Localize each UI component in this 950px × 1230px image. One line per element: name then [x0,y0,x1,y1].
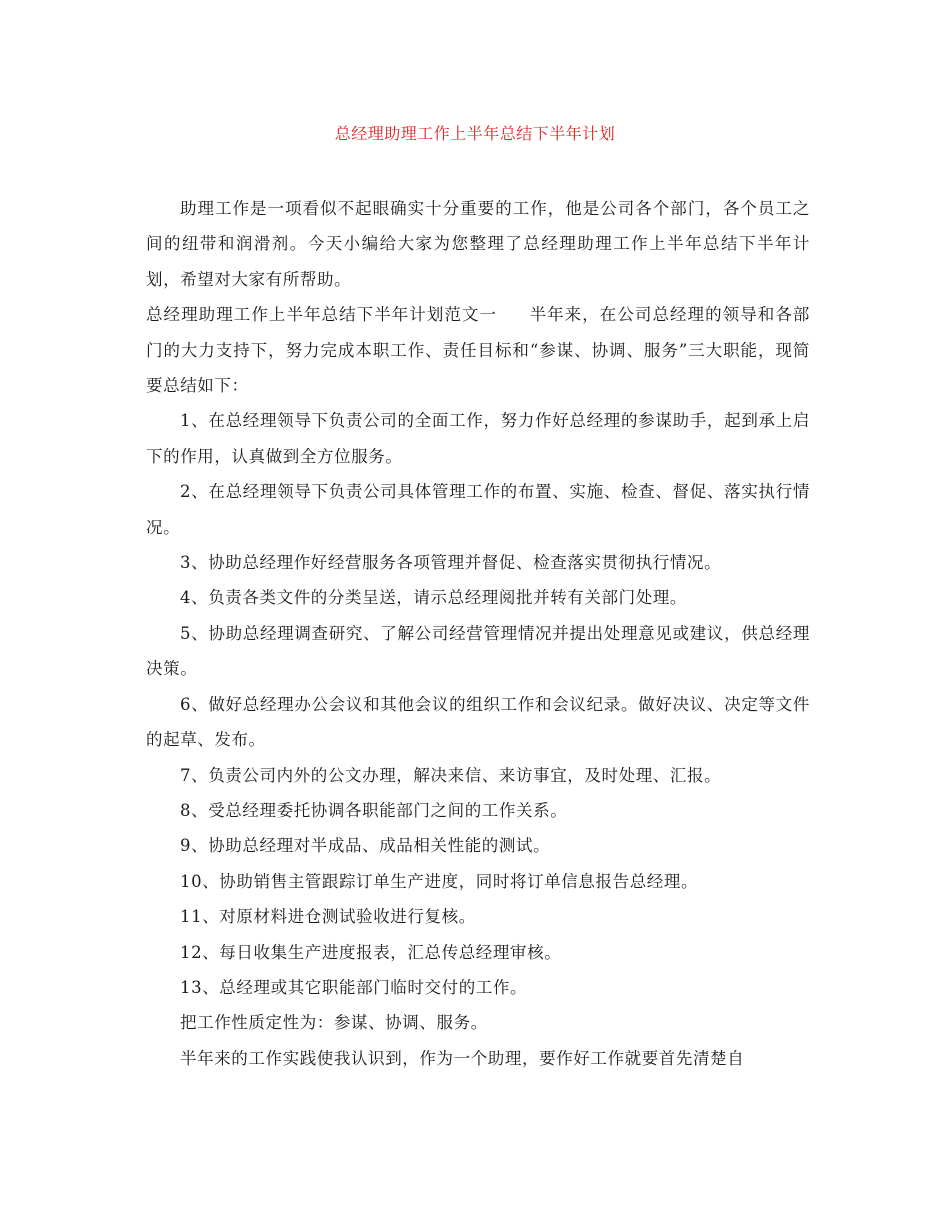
sample-heading: 总经理助理工作上半年总结下半年计划范文一 [146,305,498,325]
list-item: 5、协助总经理调查研究、了解公司经营管理情况并提出处理意见或建议，供总经理决策。 [146,623,810,679]
document-body [146,191,810,1076]
list-item: 8、受总经理委托协调各职能部门之间的工作关系。 [180,800,568,820]
list-item: 4、负责各类文件的分类呈送，请示总经理阅批并转有关部门处理。 [180,588,687,608]
list-item: 3、协助总经理作好经营服务各项管理并督促、检查落实贯彻执行情况。 [180,553,722,573]
list-item: 7、负责公司内外的公文办理，解决来信、来访事宜，及时处理、汇报。 [180,765,722,785]
sample-intro: 半年来，在公司总经理的领导和各部门的大力支持下，努力完成本职工作、责任目标和“参谋、协调、服务”三大职能，现简要总结如下： [146,305,810,396]
closing-paragraph: 半年来的工作实践使我认识到，作为一个助理，要作好工作就要首先清楚自 [180,1048,745,1068]
sample-paragraph [146,297,810,403]
document-title: 总经理助理工作上半年总结下半年计划 [334,124,616,143]
list-item: 13、总经理或其它职能部门临时交付的工作。 [180,977,528,997]
nature-paragraph: 把工作性质定性为：参谋、协调、服务。 [180,1013,488,1033]
list-item: 1、在总经理领导下负责公司的全面工作，努力作好总经理的参谋助手，起到承上启下的作用，认真做到全方位服务。 [146,411,810,466]
list-item: 11、对原材料进仓测试验收进行复核。 [180,907,476,927]
list-item: 9、协助总经理对半成品、成品相关性能的测试。 [180,836,551,856]
list-item: 10、协助销售主管跟踪订单生产进度，同时将订单信息报告总经理。 [180,871,699,891]
list-item: 6、做好总经理办公会议和其他会议的组织工作和会议纪录。做好决议、决定等文件的起草、发布。 [146,694,810,750]
list-item: 12、每日收集生产进度报表，汇总传总经理审核。 [180,942,562,962]
list-item: 2、在总经理领导下负责公司具体管理工作的布置、实施、检查、督促、落实执行情况。 [146,482,810,537]
intro-paragraph: 助理工作是一项看似不起眼确实十分重要的工作，他是公司各个部门，各个员工之间的纽带和润滑剂。今天小编给大家为您整理了总经理助理工作上半年总结下半年计划，希望对大家有所帮助。 [146,199,810,289]
